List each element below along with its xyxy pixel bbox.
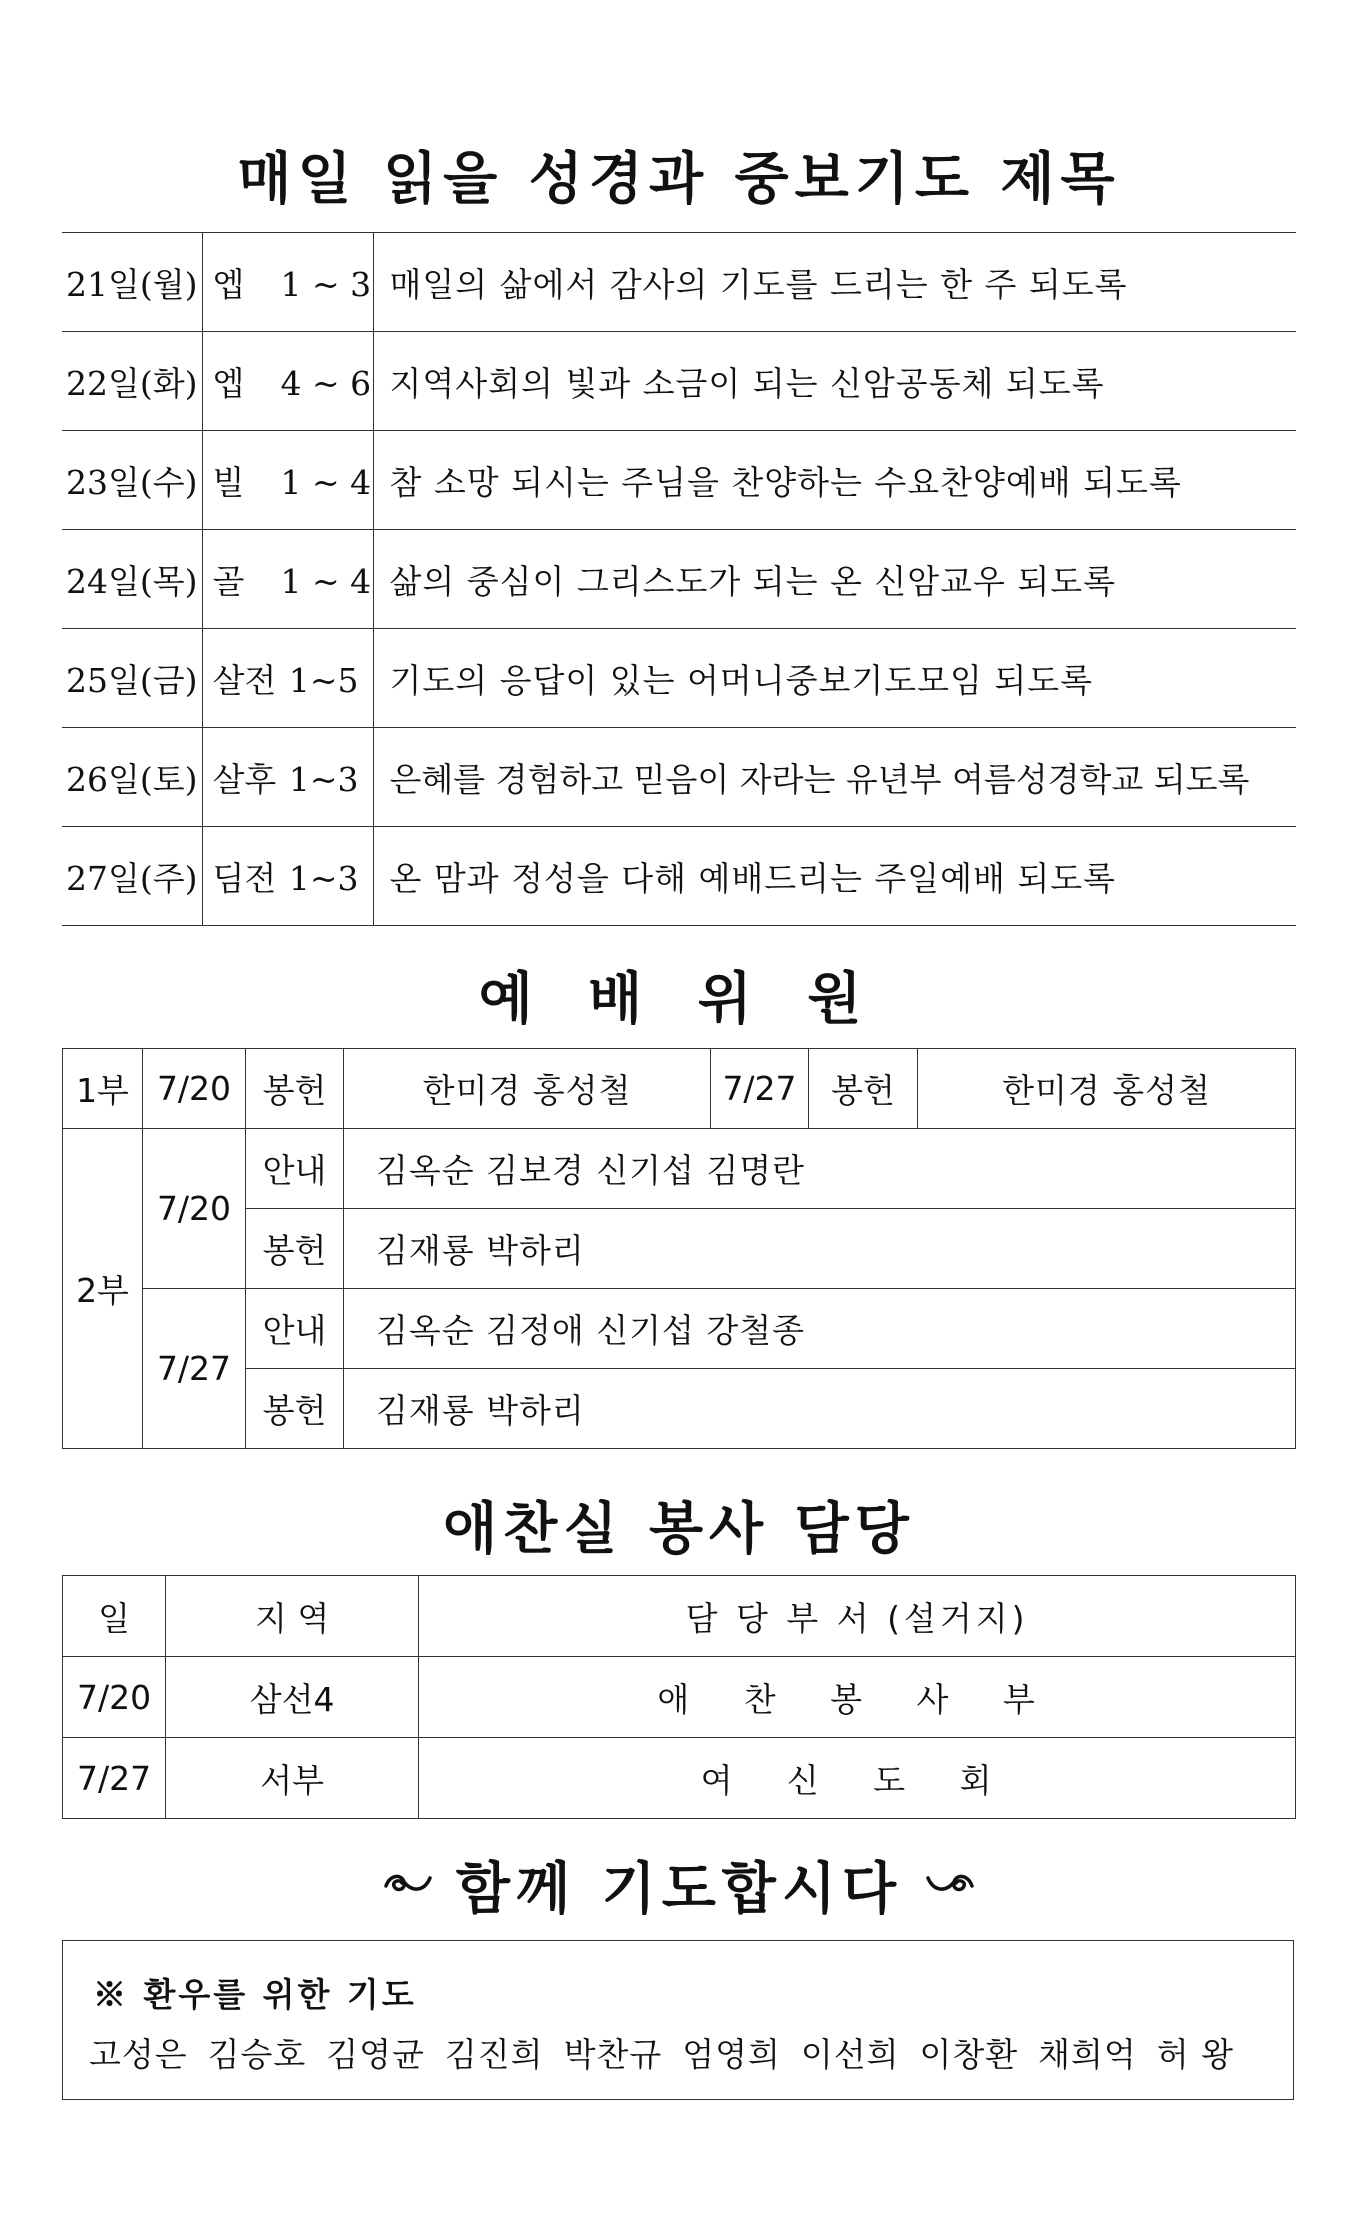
names-cell: 한미경 홍성철 xyxy=(918,1049,1296,1129)
name: 박찬규 xyxy=(563,2035,663,2074)
prayer-topic: 삶의 중심이 그리스도가 되는 온 신암교우 되도록 xyxy=(373,530,1296,629)
names-cell: 김재룡 박하리 xyxy=(344,1209,1296,1289)
prayer-topic: 기도의 응답이 있는 어머니중보기도모임 되도록 xyxy=(373,629,1296,728)
left-ornament-icon xyxy=(382,1862,434,1908)
prayer-topic: 온 맘과 정성을 다해 예배드리는 주일예배 되도록 xyxy=(373,827,1296,926)
day-cell: 27일(주) xyxy=(62,827,202,926)
date-cell: 7/27 xyxy=(711,1049,809,1129)
prayer-names xyxy=(89,2029,1254,2076)
name: 허 왕 xyxy=(1156,2035,1235,2074)
role-cell: 봉헌 xyxy=(246,1049,344,1129)
book: 딤전 xyxy=(212,858,277,898)
prayer-topic: 참 소망 되시는 주님을 찬양하는 수요찬양예배 되도록 xyxy=(373,431,1296,530)
book: 빌 xyxy=(212,462,245,502)
name: 김영균 xyxy=(326,2035,425,2074)
kitchen-service-table xyxy=(62,1575,1296,1819)
prayer-box xyxy=(62,1940,1294,2100)
day-cell: 26일(토) xyxy=(62,728,202,827)
prayer-title xyxy=(62,1845,1296,1925)
names-cell: 한미경 홍성철 xyxy=(344,1049,711,1129)
service-label: 2부 xyxy=(63,1129,143,1449)
name: 이선희 xyxy=(800,2035,900,2074)
table-row xyxy=(62,332,1296,431)
table-row xyxy=(62,629,1296,728)
prayer-topic: 지역사회의 빛과 소금이 되는 신암공동체 되도록 xyxy=(373,332,1296,431)
table-row xyxy=(63,1738,1296,1819)
name: 김승호 xyxy=(207,2035,307,2074)
table-row xyxy=(63,1289,1296,1369)
chapters: 1 ~ 3 xyxy=(280,264,372,304)
scripture-cell xyxy=(202,332,373,431)
table-row xyxy=(62,728,1296,827)
name: 채희억 xyxy=(1038,2035,1137,2074)
book: 엡 xyxy=(212,363,245,403)
prayer-topic: 매일의 삶에서 감사의 기도를 드리는 한 주 되도록 xyxy=(373,233,1296,332)
chapters: 1 ~ 4 xyxy=(280,462,372,502)
book: 골 xyxy=(212,561,245,601)
scripture-cell xyxy=(202,629,373,728)
names-cell: 김재룡 박하리 xyxy=(344,1369,1296,1449)
day-cell: 21일(월) xyxy=(62,233,202,332)
table-row xyxy=(62,827,1296,926)
service-label: 1부 xyxy=(63,1049,143,1129)
table-header-row xyxy=(63,1576,1296,1657)
book: 살전 xyxy=(212,660,277,700)
book: 엡 xyxy=(212,264,245,304)
prayer-heading: ※ 환우를 위한 기도 xyxy=(93,1975,417,2014)
region-cell: 삼선4 xyxy=(166,1657,419,1738)
chapters: 4 ~ 6 xyxy=(280,363,372,403)
table-row xyxy=(63,1369,1296,1449)
date-cell: 7/27 xyxy=(143,1289,246,1449)
day-cell: 22일(화) xyxy=(62,332,202,431)
region-cell: 서부 xyxy=(166,1738,419,1819)
name: 엄영희 xyxy=(682,2035,781,2074)
name: 김진희 xyxy=(444,2035,544,2074)
worship-committee-table xyxy=(62,1048,1296,1449)
table-row xyxy=(62,530,1296,629)
table-row xyxy=(63,1209,1296,1289)
role-cell: 봉헌 xyxy=(809,1049,918,1129)
scripture-cell xyxy=(202,233,373,332)
day-cell: 7/20 xyxy=(63,1657,166,1738)
role-cell: 봉헌 xyxy=(246,1209,344,1289)
day-cell: 24일(목) xyxy=(62,530,202,629)
name: 고성은 xyxy=(89,2035,188,2074)
reading-title: 매일 읽을 성경과 중보기도 제목 xyxy=(237,147,1121,212)
table-row xyxy=(63,1657,1296,1738)
header-region: 지 역 xyxy=(166,1576,419,1657)
table-row xyxy=(62,431,1296,530)
name: 이창환 xyxy=(919,2035,1019,2074)
table-row xyxy=(62,233,1296,332)
worship-committee-title: 예 배 위 원 xyxy=(478,967,880,1032)
dept-cell: 여 신 도 회 xyxy=(419,1738,1296,1819)
kitchen-service-title: 애찬실 봉사 담당 xyxy=(443,1497,915,1562)
names-cell: 김옥순 김정애 신기섭 강철종 xyxy=(344,1289,1296,1369)
table-row xyxy=(63,1129,1296,1209)
book: 살후 xyxy=(212,759,277,799)
day-cell: 25일(금) xyxy=(62,629,202,728)
table-row xyxy=(63,1049,1296,1129)
scripture-cell xyxy=(202,431,373,530)
day-cell: 23일(수) xyxy=(62,431,202,530)
scripture-cell xyxy=(202,530,373,629)
prayer-title-text: 함께 기도합시다 xyxy=(455,1857,903,1922)
day-cell: 7/27 xyxy=(63,1738,166,1819)
role-cell: 봉헌 xyxy=(246,1369,344,1449)
role-cell: 안내 xyxy=(246,1289,344,1369)
header-day: 일 xyxy=(63,1576,166,1657)
prayer-topic: 은혜를 경험하고 믿음이 자라는 유년부 여름성경학교 되도록 xyxy=(373,728,1296,827)
role-cell: 안내 xyxy=(246,1129,344,1209)
chapters: 1~5 xyxy=(288,660,359,700)
date-cell: 7/20 xyxy=(143,1129,246,1289)
date-cell: 7/20 xyxy=(143,1049,246,1129)
right-ornament-icon xyxy=(924,1862,976,1908)
reading-table xyxy=(62,232,1296,926)
scripture-cell xyxy=(202,827,373,926)
chapters: 1 ~ 4 xyxy=(280,561,372,601)
chapters: 1~3 xyxy=(288,759,359,799)
header-dept: 담 당 부 서 (설거지) xyxy=(419,1576,1296,1657)
scripture-cell xyxy=(202,728,373,827)
names-cell: 김옥순 김보경 신기섭 김명란 xyxy=(344,1129,1296,1209)
dept-cell: 애 찬 봉 사 부 xyxy=(419,1657,1296,1738)
chapters: 1~3 xyxy=(288,858,359,898)
